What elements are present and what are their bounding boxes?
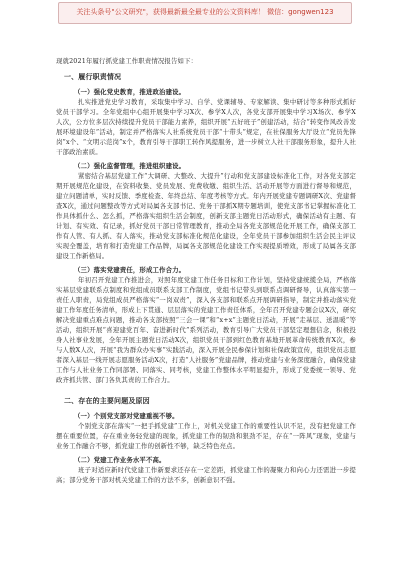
- paragraph-party-history-education: [56, 97, 356, 157]
- subheading-low-business-level: （二）党建工作业务水平不高。: [74, 456, 166, 464]
- subheading-supervision-management: （二）强化监督管理，推进组织建设。: [74, 162, 186, 170]
- document-intro: 现就2021年履行抓党建工作职责情况报告如下：: [56, 57, 198, 65]
- paragraph-party-responsibility: [56, 275, 356, 385]
- paragraph-text: 紧密结合基层党建工作“大调研、大整改、大提升”行动和党支部建设标准化工作，对各党支部定期开展规范化建设，在资料收集、党员发展、党费收缴、组织生活、活动开展等方面进行督导和规范，建立问题清单，实时反馈、季度检查、年终总结、年度考核等方式。年内开展党建专题调研X次、党建督查X次，通过问题整改等方式对局属各支部书记、党务干部抓X期专题培训，使党支部书记掌握标准化工作具体抓什么、怎么抓，严格落实组织生活会制度，创新支部主题党日活动形式，确保活动有主题、有计划、有实效、有记录，抓好党员干部日常管理教育，推动全局各党支部规范化开展工作，确保支部工作有人管、有人抓、有人落实，推动党支部标准化规范化建设，全年党员干部参加组织生活会民主评议实现全覆盖，培育和打造党建工作品牌，局属各支部规范化建设工作实现提质增效，形成了局属各支部建设工作新格局。: [56, 172, 356, 260]
- document-body: [56, 56, 356, 489]
- paragraph-text: 年初召开党建工作推进会，对照年度党建工作任务目标和工作计划，坚持党建统揽全局，严格落实基层党建联系点制度和党组成员联系支部工作制度，党组书记带头到联系点调研督导，认真落实第一责任人职责，局党组成员严格落实“一岗双责”，深入各支部和联系点开展调研指导，制定并推动落实党建工作年度任务清单，形成上下贯通、层层落实的党建工作责任体系，全年召开党建专题会议X次，研究解决党建重点难点问题，推动各支部按照“三会一课”和“x+x”主题党日活动，开展“走基层、送温暖”等活动，组织开展“喜迎建党百年、奋进新时代”系列活动，教育引导广大党员干部坚定理想信念，积极投身人社事业发展，全年开展主题党日活动X次，组织党员干部到红色教育基地开展革命传统教育X次，参与人数X人次，开展“我为群众办实事”实践活动，深入开展全民参保计划和社保政策宣传，组织党员志愿者深入基层一线开展志愿服务活动X次，打造“人社服务”党建品牌，推动党建与业务深度融合，确保党建工作与人社业务工作同部署、同落实、同考核，党建工作整体水平明显提升，形成了党委统一领导、党政齐抓共管、部门各负其责的工作合力。: [56, 276, 356, 384]
- promo-banner: [58, 2, 352, 24]
- paragraph-text: 个别党支部在落实“一把手抓党建”工作上，对机关党建工作的重要性认识不足，没有把党建工作摆在重要位置，存在重业务轻党建的现象，抓党建工作的韧劲和狠劲不足，存在“一阵风”现象，党建与业务工作融合不够，抓党建工作的创新性不够，缺乏特色亮点。: [56, 422, 356, 450]
- subheading-party-history-education: （一）强化党史教育，推进政治建设。: [74, 88, 186, 96]
- paragraph-supervision-management: [56, 171, 356, 261]
- promo-banner-text: 关注头条号"公文研究"，获得最新最全最专业的公文资料库！ 微信：gongwen123: [76, 8, 334, 16]
- paragraph-text: 班子对适应新时代党建工作新要求还存在一定差距，抓党建工作的凝聚力和向心力还需进一步提高；部分党务干部对机关党建工作的方法不多，创新意识不强。: [56, 466, 356, 484]
- subheading-party-responsibility: （三）落实党建责任，形成工作合力。: [74, 266, 186, 274]
- subheading-insufficient-attention: （一）个别党支部对党建重视不够。: [74, 412, 179, 420]
- paragraph-text: 扎实推进党史学习教育，采取集中学习、自学、党课辅导、专家解读、集中研讨等多种形式抓好党员干部学习。全年党组中心组开展集中学习X次、参学X人次，各党支部开展集中学习X场次、参学X人次，公方位多层次持续提升党员干部能力素养，组织开展“五好班子”创建活动，结合“转变作风改善发展环境建设年”活动，制定并严格落实人社系统党员干部“十带头”规定，在社保服务大厅设立“党员先锋岗”x个、“文明示范岗”x个，教育引导干部职工转作风提服务，进一步树立人社干部服务形象，提升人社干部政治素质。: [56, 98, 356, 156]
- section-heading-problems: 二、存在的主要问题及原因: [64, 397, 150, 405]
- paragraph-low-business-level: [56, 465, 356, 485]
- paragraph-insufficient-attention: [56, 421, 356, 451]
- section-heading-duties: 一、履行职责情况: [64, 73, 122, 81]
